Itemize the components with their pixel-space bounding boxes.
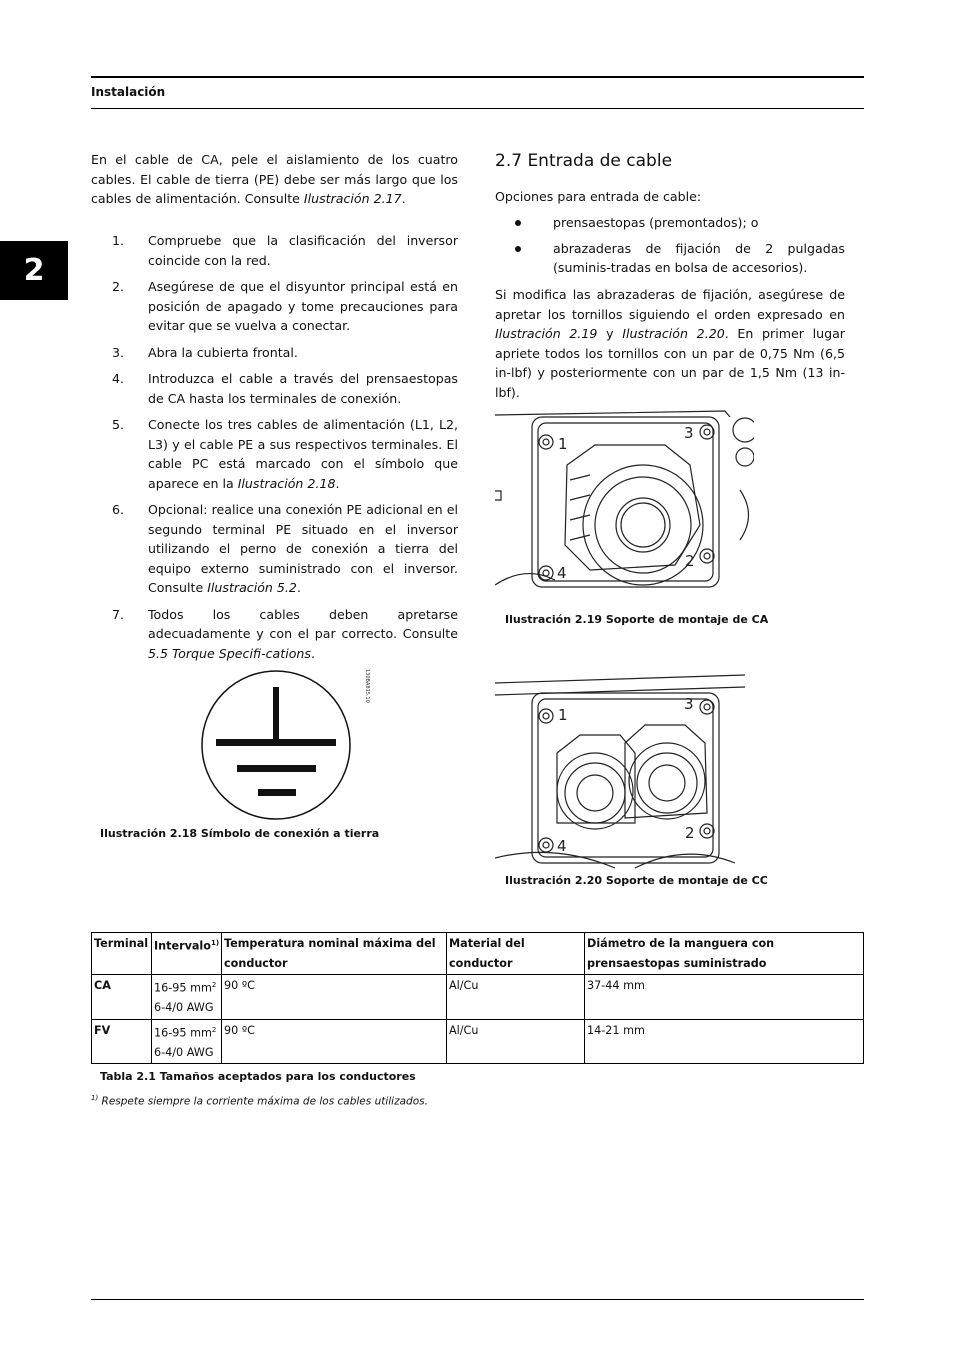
list-item: 1. Compruebe que la clasificación del inversor coincide con la red. — [112, 233, 458, 268]
list-item: 5. Conecte los tres cables de alimentación (L1, L2, L3) y el cable PE a sus respectivos terminales. El cable PC está marcado con el símbolo que aparece en la Ilustración 2.18. — [112, 417, 458, 491]
header-title: Instalación — [91, 85, 166, 99]
installation-steps — [91, 231, 458, 670]
table-header-row — [92, 933, 864, 975]
table-caption: Tabla 2.1 Tamaños aceptados para los conductores — [100, 1070, 416, 1083]
table-row: CA 16-95 $mm^2$ 6-4/0 AWG 90 ºC Al/Cu 37-44 mm — [92, 975, 864, 1020]
list-item: 6. Opcional: realice una conexión PE adicional en el segundo terminal PE situado en el inversor utilizando el perno de conexión a tierra del equipo externo suministrado con el inversor. Consulte Ilustración 5.2. — [112, 502, 458, 595]
figure-caption-2-18: Ilustración 2.18 Símbolo de conexión a tierra — [100, 827, 380, 840]
figure-caption-2-20: Ilustración 2.20 Soporte de montaje de CC — [505, 874, 768, 887]
options-intro: Opciones para entrada de cable: — [495, 189, 702, 204]
screw-label-3: 3 — [684, 695, 694, 713]
figure-caption-2-19: Ilustración 2.19 Soporte de montaje de CA — [505, 613, 769, 626]
screw-label-4: 4 — [557, 837, 567, 855]
figure-code: 130BA815.10 — [364, 669, 370, 703]
col-header-diameter: Diámetro de la manguera con prensaestopas suministrado — [585, 933, 864, 975]
section-title: 2.7 Entrada de cable — [495, 151, 673, 171]
cable-entry-options — [495, 213, 845, 284]
conductor-size-table — [91, 932, 864, 1064]
header-bottom-rule — [91, 108, 864, 109]
col-header-terminal: Terminal — [92, 933, 152, 975]
screw-label-2: 2 — [685, 824, 695, 842]
tightening-paragraph: Si modifica las abrazaderas de fijación, asegúrese de apretar los tornillos siguiendo el orden expresado en Ilustración 2.19 y Ilustración 2.20. En primer lugar apriete todos los tornillos con un par de 0,75 Nm (6,5 in-lbf) y posteriormente con un par de 1,5 Nm (13 in-lbf). — [495, 287, 845, 400]
screw-label-3: 3 — [684, 424, 694, 442]
list-item: prensaestopas (premontados); o — [495, 213, 845, 233]
ground-bar-mid — [237, 765, 316, 772]
ground-bar-short — [258, 789, 296, 796]
col-header-temperature: Temperatura nominal máxima del conductor — [222, 933, 447, 975]
footer-rule — [91, 1299, 864, 1300]
ground-symbol-figure — [190, 665, 380, 825]
col-header-material: Material del conductor — [447, 933, 585, 975]
screw-label-2: 2 — [685, 552, 695, 570]
screw-label-1: 1 — [558, 435, 568, 453]
screw-label-1: 1 — [558, 706, 568, 724]
table-row: FV 16-95 $mm^2$ 6-4/0 AWG 90 ºC Al/Cu 14-21 mm — [92, 1019, 864, 1064]
dc-mounting-plate-figure — [495, 673, 754, 871]
list-item: 4. Introduzca el cable a través del prensaestopas de CA hasta los terminales de conexión. — [112, 371, 458, 406]
ground-stem — [273, 687, 279, 739]
intro-paragraph: En el cable de CA, pele el aislamiento de los cuatro cables. El cable de tierra (PE) debe ser más largo que los cables de alimentación. Consulte Ilustración 2.17. — [91, 152, 458, 206]
col-header-range: Intervalo$^{1)}$ — [152, 933, 222, 975]
list-item: abrazaderas de fijación de 2 pulgadas (suminis-tradas en bolsa de accesorios). — [495, 239, 845, 278]
screw-label-4: 4 — [557, 564, 567, 582]
chapter-tab: 2 — [0, 241, 68, 300]
list-item: 2. Asegúrese de que el disyuntor principal está en posición de apagado y tome precauciones para evitar que se vuelva a conectar. — [112, 279, 458, 333]
bullet-icon — [515, 220, 521, 226]
header-top-rule — [91, 76, 864, 78]
ground-bar-long — [216, 739, 336, 746]
list-item: 3. Abra la cubierta frontal. — [112, 344, 298, 360]
table-footnote: $^{1)}$ Respete siempre la corriente máxima de los cables utilizados. — [91, 1094, 428, 1108]
bullet-icon — [515, 246, 521, 252]
ac-mounting-plate-figure — [495, 405, 754, 611]
list-item: 7. Todos los cables deben apretarse adecuadamente y con el par correcto. Consulte 5.5 Torque Specifi-cations. — [112, 606, 458, 661]
